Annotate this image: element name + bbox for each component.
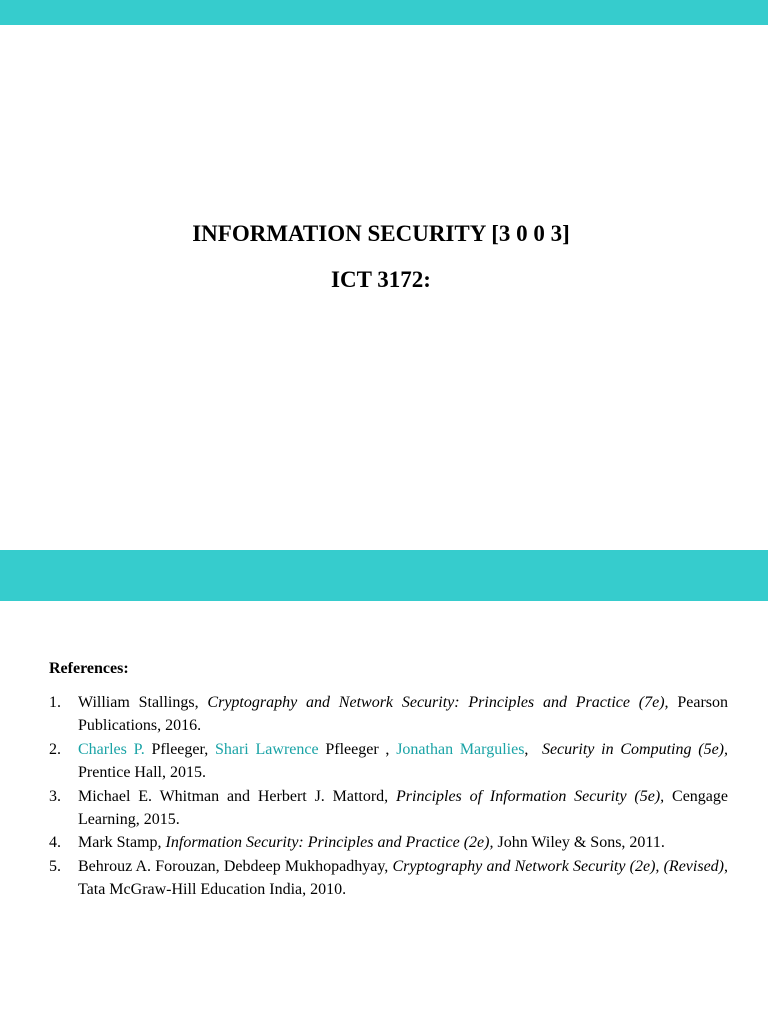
reference-number: 1. — [49, 694, 61, 711]
references-list — [49, 691, 728, 902]
references-heading: References: — [49, 660, 129, 677]
reference-publisher: , Tata McGraw-Hill Education India, 2010. — [78, 857, 728, 899]
reference-separator: , — [524, 740, 542, 758]
reference-number: 5. — [49, 857, 61, 875]
reference-item-4 — [49, 831, 728, 854]
reference-publisher: Prentice Hall, 2015. — [78, 764, 206, 782]
reference-item-1 — [49, 691, 728, 738]
reference-title: Information Security: Principles and Practice (2e), — [165, 834, 494, 852]
reference-title: Cryptography and Network Security (2e), (Revised) — [392, 857, 724, 875]
reference-publisher: John Wiley & Sons, 2011. — [493, 834, 665, 852]
reference-title: Principles of Information Security (5e), — [396, 787, 665, 805]
reference-number: 3. — [49, 787, 61, 805]
author-link-jonathan[interactable]: Jonathan Margulies — [396, 740, 525, 758]
author-link-charles[interactable]: Charles P. — [78, 740, 145, 758]
middle-accent-band — [0, 550, 768, 601]
reference-publisher: Cengage Learning, 2015. — [78, 787, 728, 829]
reference-title: Security in Computing (5e), — [541, 740, 728, 758]
reference-publisher: Pearson Publications, 2016. — [78, 694, 729, 735]
reference-item-5 — [49, 855, 728, 902]
course-code: ICT 3172: — [331, 267, 431, 292]
course-title: INFORMATION SECURITY [3 0 0 3] — [192, 221, 570, 246]
reference-authors: Michael E. Whitman and Herbert J. Mattord, — [78, 787, 397, 805]
reference-authors: Mark Stamp, — [78, 834, 166, 852]
reference-title: Cryptography and Network Security: Principles and Practice (7e), — [207, 694, 669, 711]
top-accent-band — [0, 0, 768, 25]
reference-author-text: Pfleeger , — [318, 740, 397, 758]
author-link-shari[interactable]: Shari Lawrence — [214, 740, 319, 758]
reference-authors: William Stallings, — [78, 694, 208, 711]
reference-item-2 — [49, 738, 728, 785]
reference-number: 2. — [49, 740, 61, 758]
reference-item-3 — [49, 785, 728, 832]
reference-authors: Behrouz A. Forouzan, Debdeep Mukhopadhyay, — [78, 857, 393, 875]
reference-number: 4. — [49, 834, 61, 852]
reference-author-text: Pfleeger, — [144, 740, 215, 758]
